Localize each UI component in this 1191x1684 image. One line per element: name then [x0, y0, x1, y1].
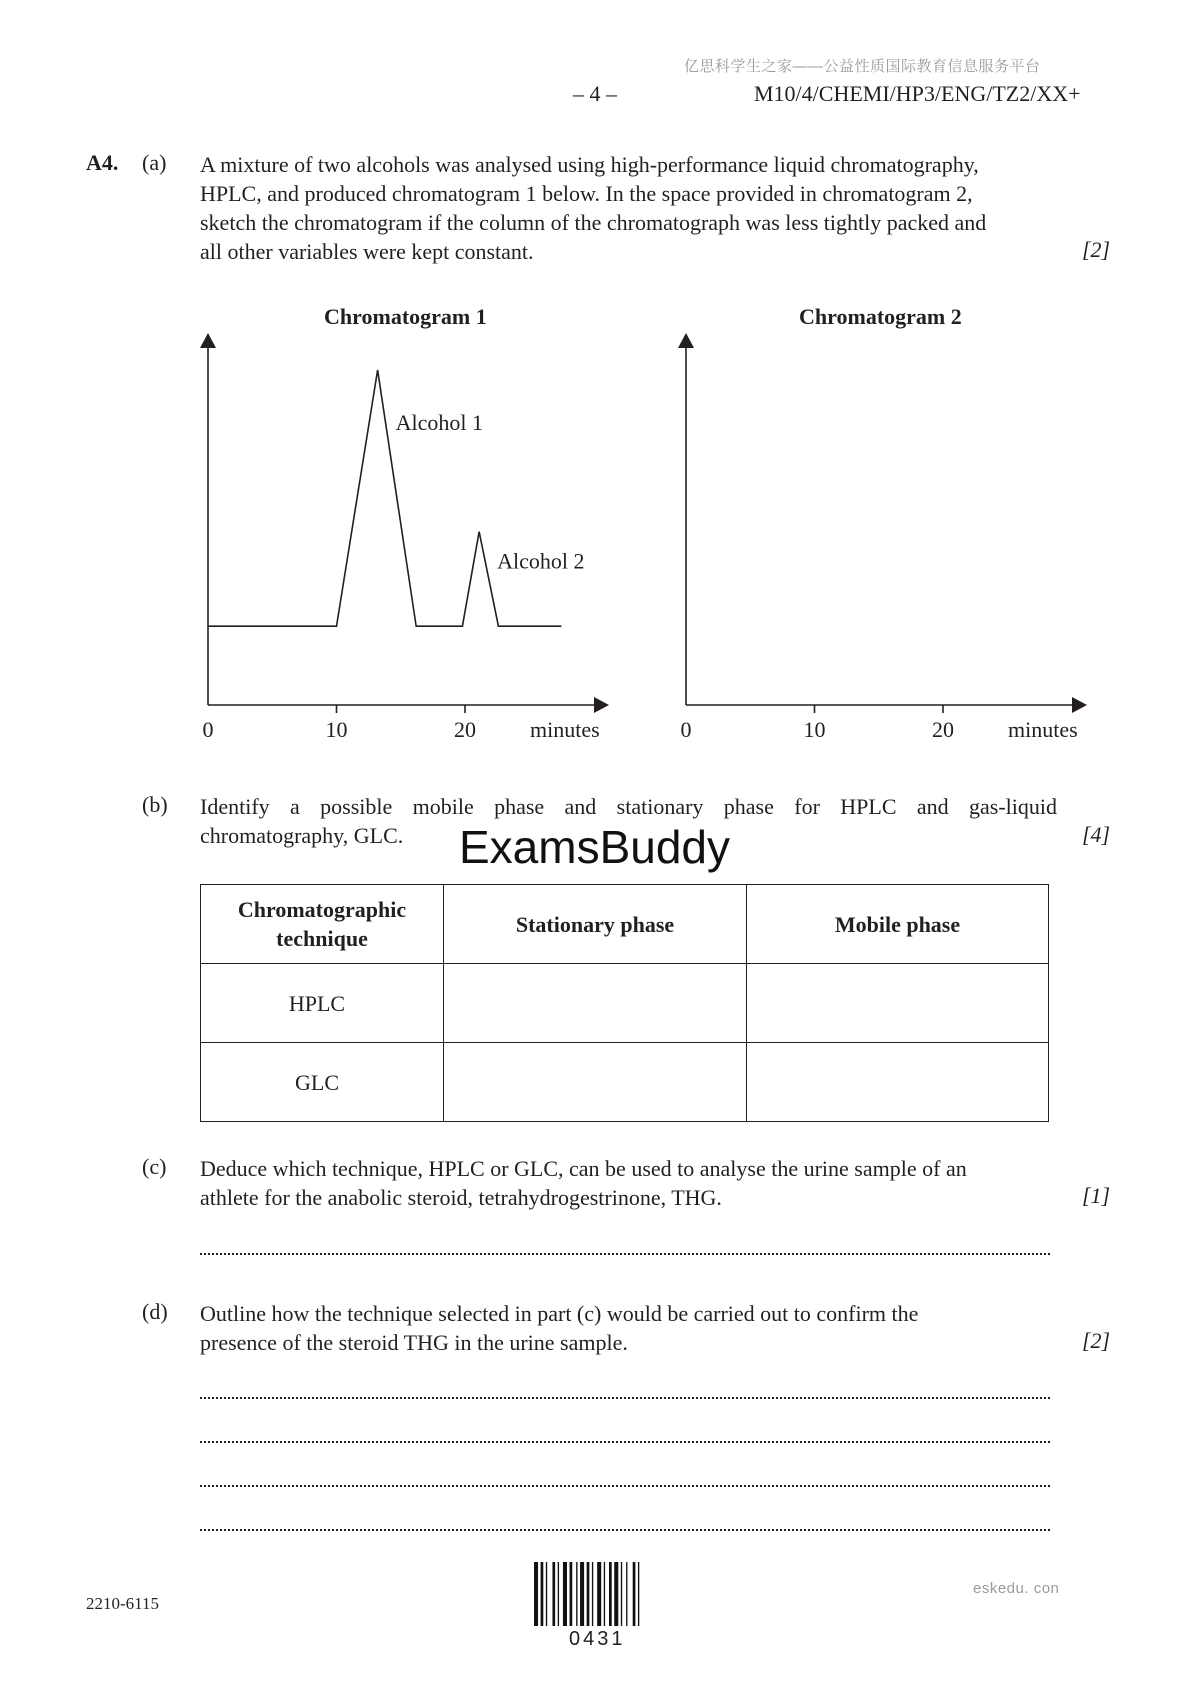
table-cell-mobile-input[interactable] [747, 964, 1049, 1043]
footer-site: eskedu. con [973, 1580, 1060, 1597]
barcode-bar [534, 1562, 538, 1626]
peak-label-alcohol-1: Alcohol 1 [395, 410, 484, 435]
x-axis-label: minutes [530, 717, 600, 742]
part-c-marks: [1] [1082, 1183, 1111, 1208]
table-header-mobile: Mobile phase [747, 885, 1049, 964]
barcode-bar [552, 1562, 555, 1626]
examsbuddy-overlay: ExamsBuddy [459, 821, 731, 873]
table-cell-mobile-input[interactable] [747, 1043, 1049, 1122]
part-c-text [200, 1154, 1057, 1212]
part-b-line: chromatography, GLC. [200, 823, 404, 848]
part-a-marks: [2] [1082, 237, 1111, 262]
chromatogram-2[interactable] [668, 325, 1098, 745]
barcode-bar [609, 1562, 612, 1626]
chromatogram-2-title: Chromatogram 2 [799, 304, 962, 329]
part-a-label: (a) [142, 150, 167, 175]
header-line: Chromatographic [237, 897, 407, 922]
part-a-line: all other variables were kept constant. [200, 239, 534, 264]
barcode-bar [558, 1562, 559, 1626]
header-watermark: 亿思科学生之家——公益性质国际教育信息服务平台 [684, 58, 1041, 75]
part-d-line: Outline how the technique selected in part (c) would be carried out to confirm the [200, 1301, 919, 1326]
part-c-label: (c) [142, 1154, 167, 1179]
barcode-bar [576, 1562, 577, 1626]
table-row [201, 1043, 1049, 1122]
part-d-line: presence of the steroid THG in the urine sample. [200, 1330, 628, 1355]
answer-line-d[interactable] [200, 1441, 1050, 1443]
x-axis-arrow [594, 697, 609, 713]
barcode-bar [621, 1562, 622, 1626]
barcode-icon [534, 1562, 666, 1626]
part-a-line: A mixture of two alcohols was analysed using high-performance liquid chromatography, [200, 152, 979, 177]
part-c-line: Deduce which technique, HPLC or GLC, can be used to analyse the urine sample of an [200, 1156, 967, 1181]
part-a-text [200, 150, 1057, 266]
x-axis-label: minutes [1008, 717, 1078, 742]
x-tick-label: 20 [932, 717, 954, 742]
x-axis-arrow [1072, 697, 1087, 713]
x-tick-label: 10 [803, 717, 826, 742]
part-d-marks: [2] [1082, 1328, 1111, 1353]
part-d-label: (d) [142, 1299, 168, 1324]
x-tick-label: 20 [454, 717, 476, 742]
phases-table [200, 884, 1049, 1122]
table-cell-technique: HPLC [201, 964, 444, 1043]
x-tick-label: 0 [680, 717, 692, 742]
barcode-bar [592, 1562, 593, 1626]
barcode-bar [546, 1562, 547, 1626]
barcode-bar [597, 1562, 601, 1626]
part-a-line: sketch the chromatogram if the column of the chromatograph was less tightly packed and [200, 210, 987, 235]
chromatogram-1 [190, 325, 620, 745]
part-b-line: Identify a possible mobile phase and stationary phase for HPLC and gas-liquid [200, 794, 1057, 819]
barcode-bar [580, 1562, 584, 1626]
y-axis-arrow [200, 333, 216, 348]
part-a-line: HPLC, and produced chromatogram 1 below. In the space provided in chromatogram 2, [200, 181, 973, 206]
page-number: – 4 – [573, 81, 617, 106]
part-c-line: athlete for the anabolic steroid, tetrahydrogestrinone, THG. [200, 1185, 722, 1210]
table-header-stationary: Stationary phase [444, 885, 747, 964]
header-line: technique [276, 926, 368, 951]
y-axis-arrow [678, 333, 694, 348]
part-d-text [200, 1299, 1057, 1357]
question-number: A4. [86, 150, 119, 175]
part-b-marks: [4] [1082, 822, 1111, 847]
x-tick-label: 0 [202, 717, 214, 742]
table-cell-stationary-input[interactable] [444, 1043, 747, 1122]
answer-line-d[interactable] [200, 1397, 1050, 1399]
barcode-bar [587, 1562, 590, 1626]
table-cell-technique: GLC [201, 1043, 444, 1122]
barcode-bar [563, 1562, 567, 1626]
barcode-bar [626, 1562, 627, 1626]
answer-line-c[interactable] [200, 1253, 1050, 1255]
answer-line-d[interactable] [200, 1485, 1050, 1487]
x-tick-label: 10 [325, 717, 348, 742]
barcode-bar [638, 1562, 639, 1626]
peak-label-alcohol-2: Alcohol 2 [497, 548, 585, 574]
barcode-bar [633, 1562, 636, 1626]
answer-line-d[interactable] [200, 1529, 1050, 1531]
barcode-bar [604, 1562, 605, 1626]
barcode-bar [570, 1562, 573, 1626]
table-cell-stationary-input[interactable] [444, 964, 747, 1043]
barcode-bar [614, 1562, 618, 1626]
footer-code: 2210-6115 [86, 1594, 160, 1613]
table-row [201, 964, 1049, 1043]
table-header-row [201, 885, 1049, 964]
barcode-number: 0431 [569, 1628, 626, 1650]
table-header-technique [201, 885, 444, 964]
paper-code: M10/4/CHEMI/HP3/ENG/TZ2/XX+ [754, 81, 1081, 106]
part-b-label: (b) [142, 792, 168, 817]
chromatogram-1-title: Chromatogram 1 [324, 304, 487, 329]
barcode-bar [541, 1562, 544, 1626]
chromatogram-1-trace [208, 370, 561, 626]
